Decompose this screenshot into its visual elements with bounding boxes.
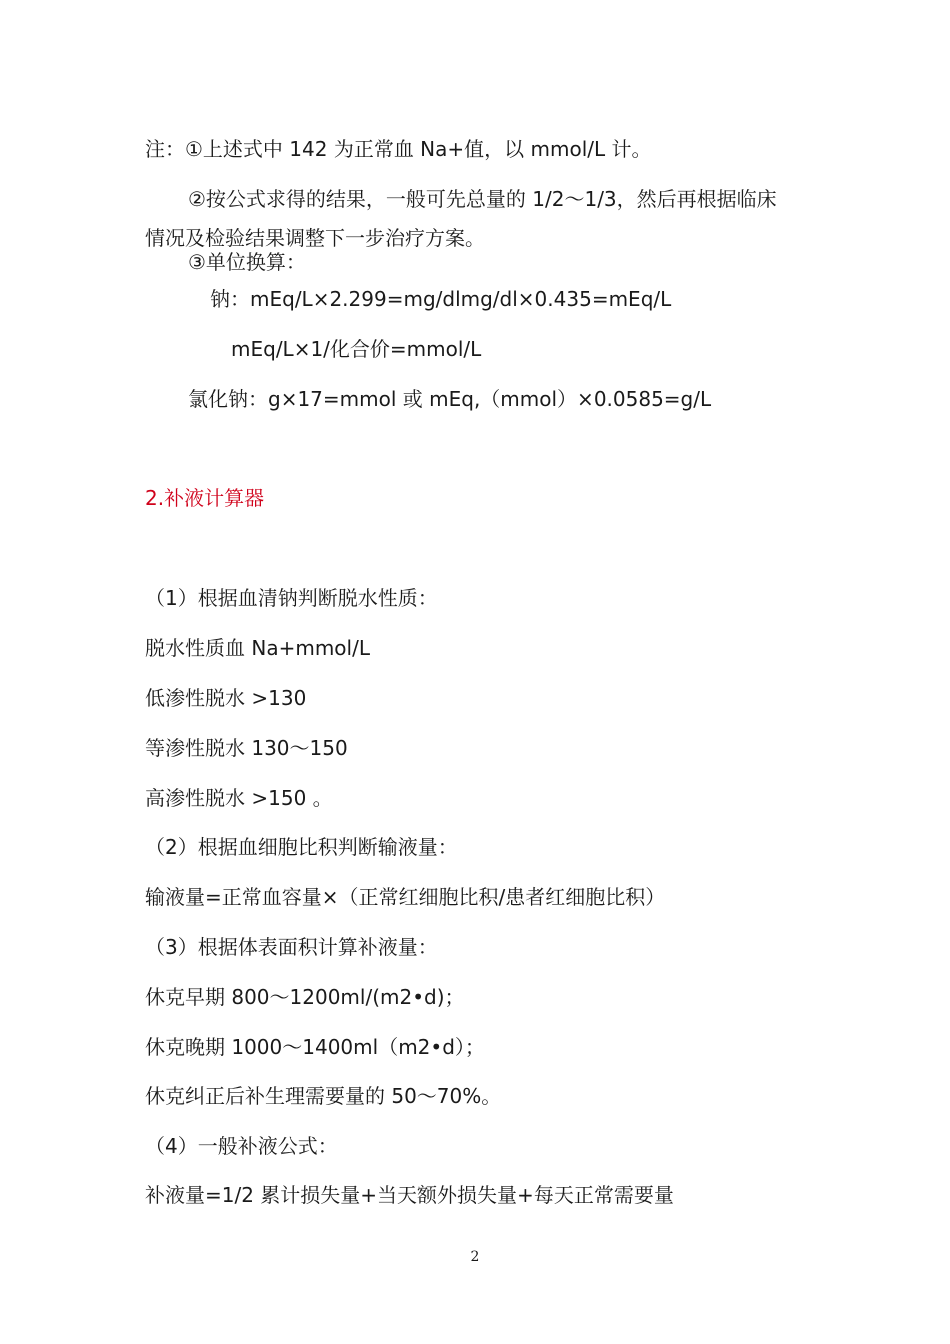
item-1-row-isotonic: 等渗性脱水 130～150 xyxy=(145,736,348,760)
item-4-formula: 补液量=1/2 累计损失量+当天额外损失量+每天正常需要量 xyxy=(145,1183,674,1207)
page-number: 2 xyxy=(470,1249,480,1265)
item-3-post-shock: 休克纠正后补生理需要量的 50～70%。 xyxy=(145,1084,502,1108)
item-3-title: （3）根据体表面积计算补液量： xyxy=(145,935,438,959)
section-heading: 2.补液计算器 xyxy=(145,486,265,510)
note-2-line-2: 情况及检验结果调整下一步治疗方案。 xyxy=(145,226,485,250)
item-1-row-hypertonic: 高渗性脱水 >150 。 xyxy=(145,786,333,810)
sodium-conversion: 钠：mEq/L×2.299=mg/dlmg/dl×0.435=mEq/L xyxy=(210,287,672,311)
nacl-conversion: 氯化钠：g×17=mmol 或 mEq,（mmol）×0.0585=g/L xyxy=(188,387,712,411)
item-2-title: （2）根据血细胞比积判断输液量： xyxy=(145,835,458,859)
item-1-title: （1）根据血清钠判断脱水性质： xyxy=(145,586,438,610)
note-1: 注：①上述式中 142 为正常血 Na+值，以 mmol/L 计。 xyxy=(145,137,652,161)
item-3-early-shock: 休克早期 800～1200ml/(m2•d)； xyxy=(145,985,465,1009)
item-1-header: 脱水性质血 Na+mmol/L xyxy=(145,636,370,660)
note-3: ③单位换算： xyxy=(188,250,306,274)
item-4-title: （4）一般补液公式： xyxy=(145,1134,338,1158)
note-2-line-1: ②按公式求得的结果，一般可先总量的 1/2～1/3，然后再根据临床 xyxy=(188,187,777,211)
valence-conversion: mEq/L×1/化合价=mmol/L xyxy=(231,337,482,361)
item-1-row-hypotonic: 低渗性脱水 >130 xyxy=(145,686,307,710)
item-3-late-shock: 休克晚期 1000～1400ml（m2•d）； xyxy=(145,1035,485,1059)
item-2-formula: 输液量=正常血容量×（正常红细胞比积/患者红细胞比积） xyxy=(145,885,666,909)
